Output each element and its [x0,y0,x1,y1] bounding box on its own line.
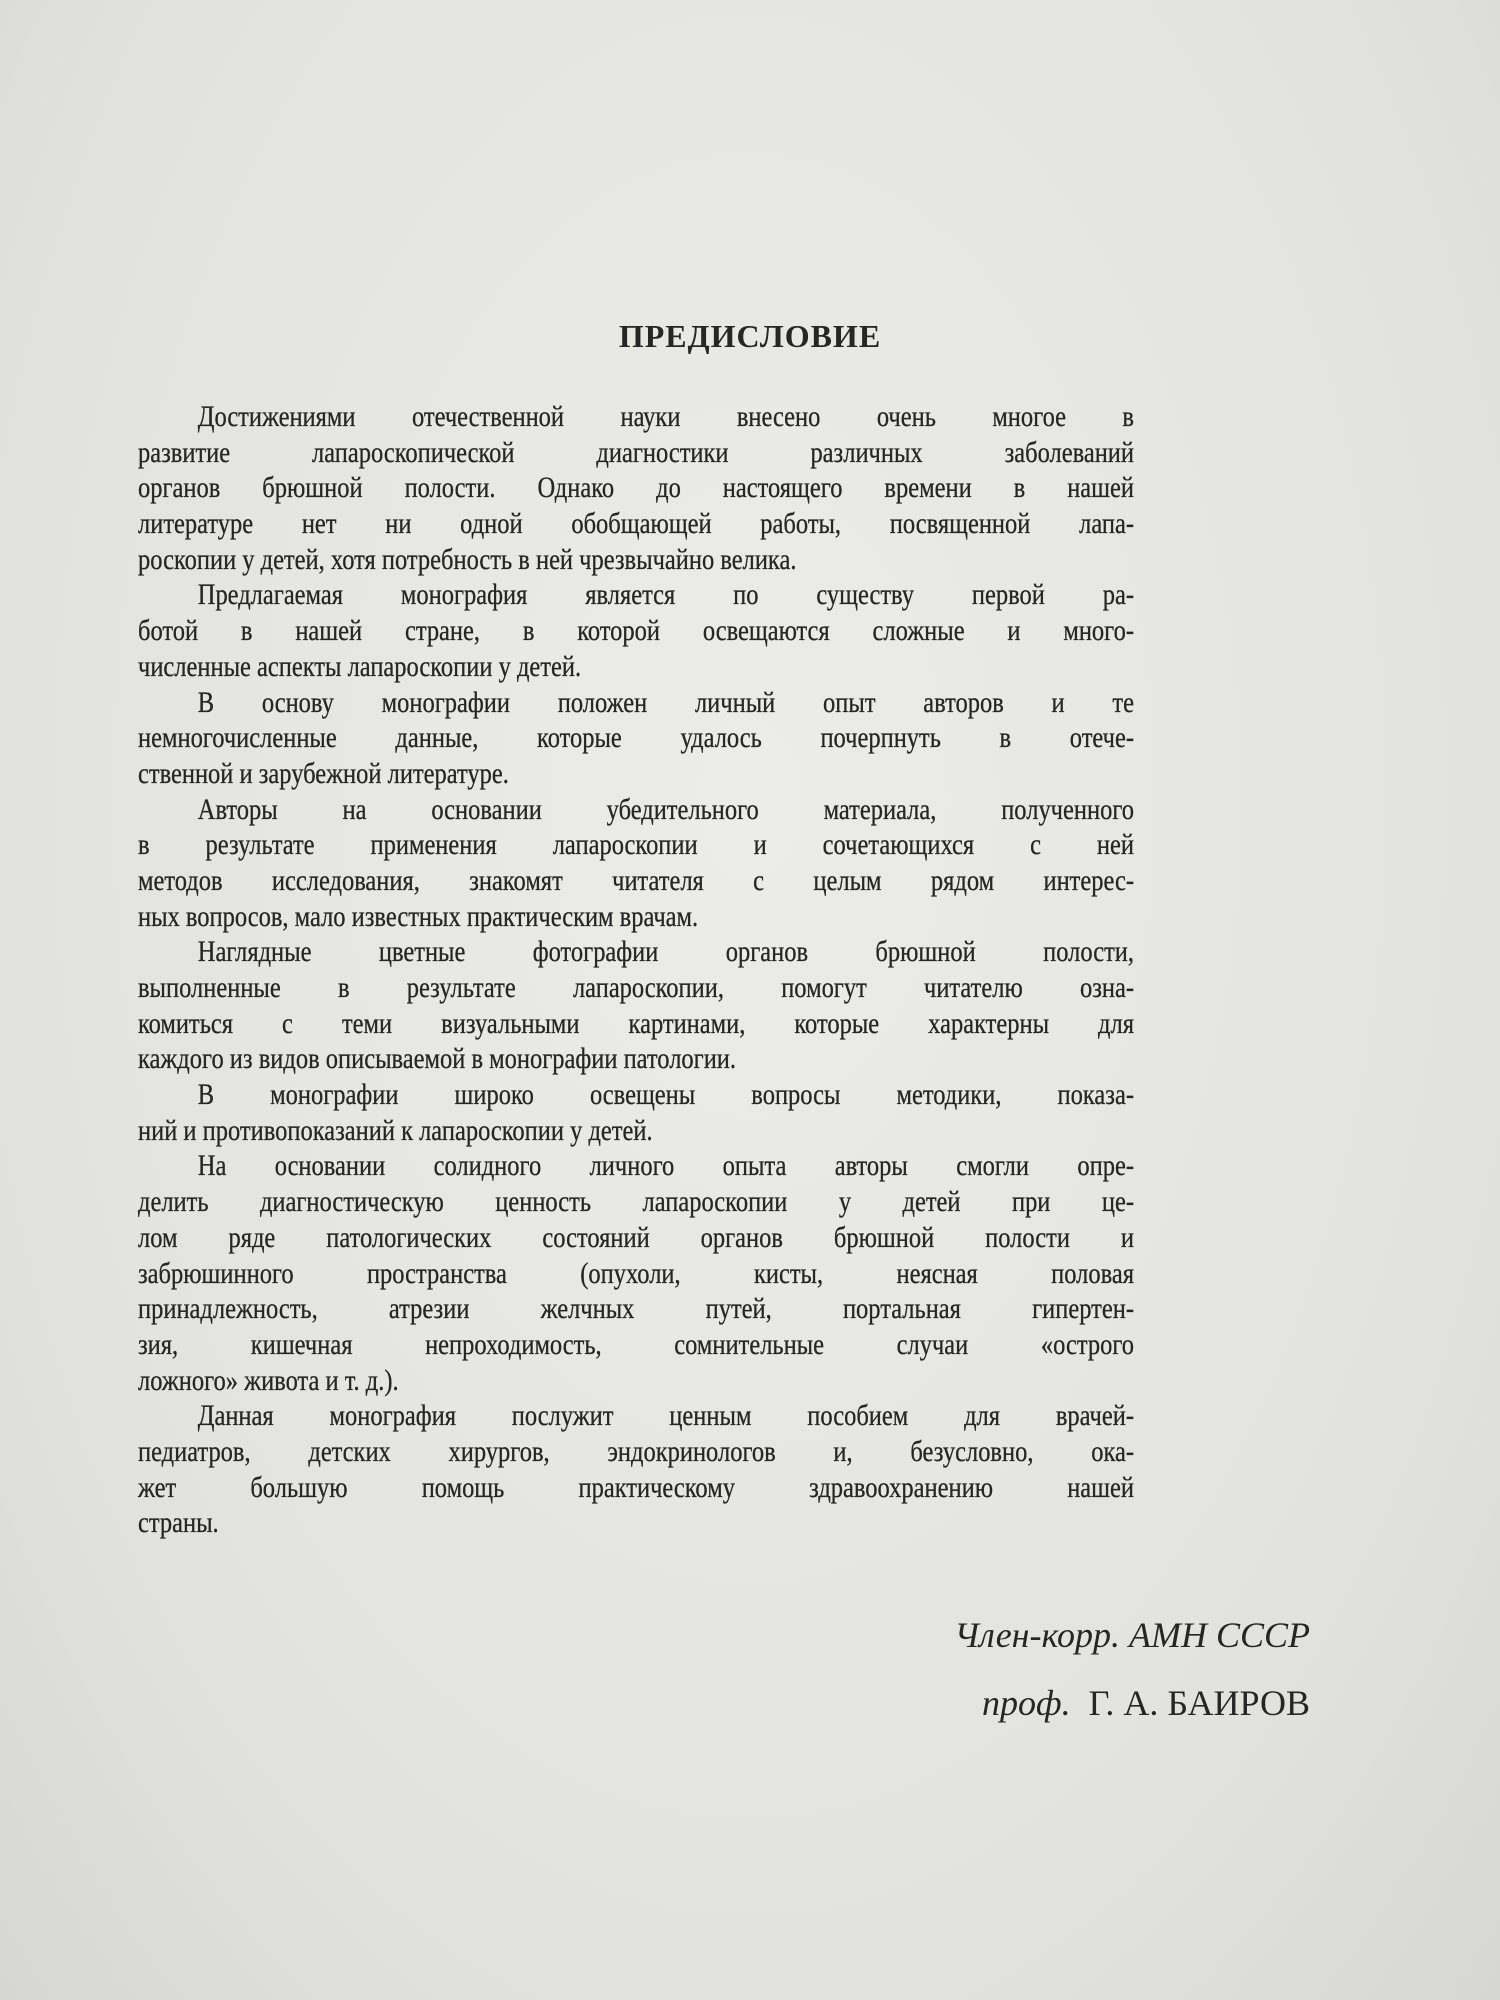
text-line: численные аспекты лапароскопии у детей. [138,650,582,683]
text-line: принадлежность, атрезии желчных путей, портальная гипертен- [138,1293,1134,1326]
signature-author [982,1682,1310,1724]
paragraph [138,1149,1338,1399]
signature-position: Член-корр. АМН СССР [954,1615,1310,1655]
page-title: ПРЕДИСЛОВИЕ [618,318,882,354]
paragraph [138,400,1338,578]
text-line: ботой в нашей стране, в которой освещаются сложные и много- [138,615,1134,648]
paragraph [138,1078,1338,1149]
text-line: литературе нет ни одной обобщающей работы, посвященной лапа- [138,508,1134,541]
text-line: Предлагаемая монография является по существу первой ра- [197,579,1134,612]
paragraph [138,935,1338,1078]
text-line: зия, кишечная непроходимость, сомнительные случаи «острого [138,1328,1134,1361]
text-line: в результате применения лапароскопии и сочетающихся с ней [138,829,1134,862]
text-line: немногочисленные данные, которые удалось почерпнуть в отече- [138,722,1134,755]
text-line: лом ряде патологических состояний органов брюшной полости и [138,1221,1134,1254]
text-line: Данная монография послужит ценным пособием для врачей- [197,1400,1134,1433]
text-line: В монографии широко освещены вопросы методики, показа- [197,1079,1134,1112]
text-line: органов брюшной полости. Однако до настоящего времени в нашей [138,472,1134,505]
text-line: делить диагностическую ценность лапароскопии у детей при це- [138,1186,1134,1219]
text-line: ственной и зарубежной литературе. [138,757,509,790]
text-line: педиатров, детских хирургов, эндокринологов и, безусловно, ока- [138,1435,1134,1468]
text-line: ложного» живота и т. д.). [138,1364,399,1397]
text-line: Авторы на основании убедительного материала, полученного [197,793,1134,826]
text-line: ных вопросов, мало известных практическим врачам. [138,900,699,933]
text-line: методов исследования, знакомят читателя с целым рядом интерес- [138,864,1134,897]
text-line: страны. [138,1507,219,1540]
text-line: В основу монографии положен личный опыт авторов и те [197,686,1134,719]
paragraph [138,686,1338,793]
signature-title: проф. [982,1683,1071,1723]
text-line: Достижениями отечественной науки внесено очень многое в [197,401,1134,433]
text-line: роскопии у детей, хотя потребность в ней чрезвычайно велика. [138,543,797,576]
text-line: ний и противопоказаний к лапароскопии у детей. [138,1114,653,1147]
paragraph [138,793,1338,936]
text-line: развитие лапароскопической диагностики различных заболеваний [138,436,1134,469]
text-line: жет большую помощь практическому здравоохранению нашей [138,1471,1134,1504]
signature-name: Г. А. БАИРОВ [1088,1683,1310,1723]
text-line: Наглядные цветные фотографии органов брюшной полости, [197,936,1134,969]
paragraph [138,1399,1338,1542]
text-line: На основании солидного личного опыта авторы смогли опре- [197,1150,1134,1183]
text-line: каждого из видов описываемой в монографии патологии. [138,1043,737,1076]
text-line: забрюшинного пространства (опухоли, кисты, неясная половая [138,1257,1134,1290]
preface-body [138,400,1338,1542]
text-line: выполненные в результате лапароскопии, помогут читателю озна- [138,972,1134,1004]
paragraph [138,578,1338,685]
text-line: комиться с теми визуальными картинами, которые характерны для [138,1007,1134,1040]
